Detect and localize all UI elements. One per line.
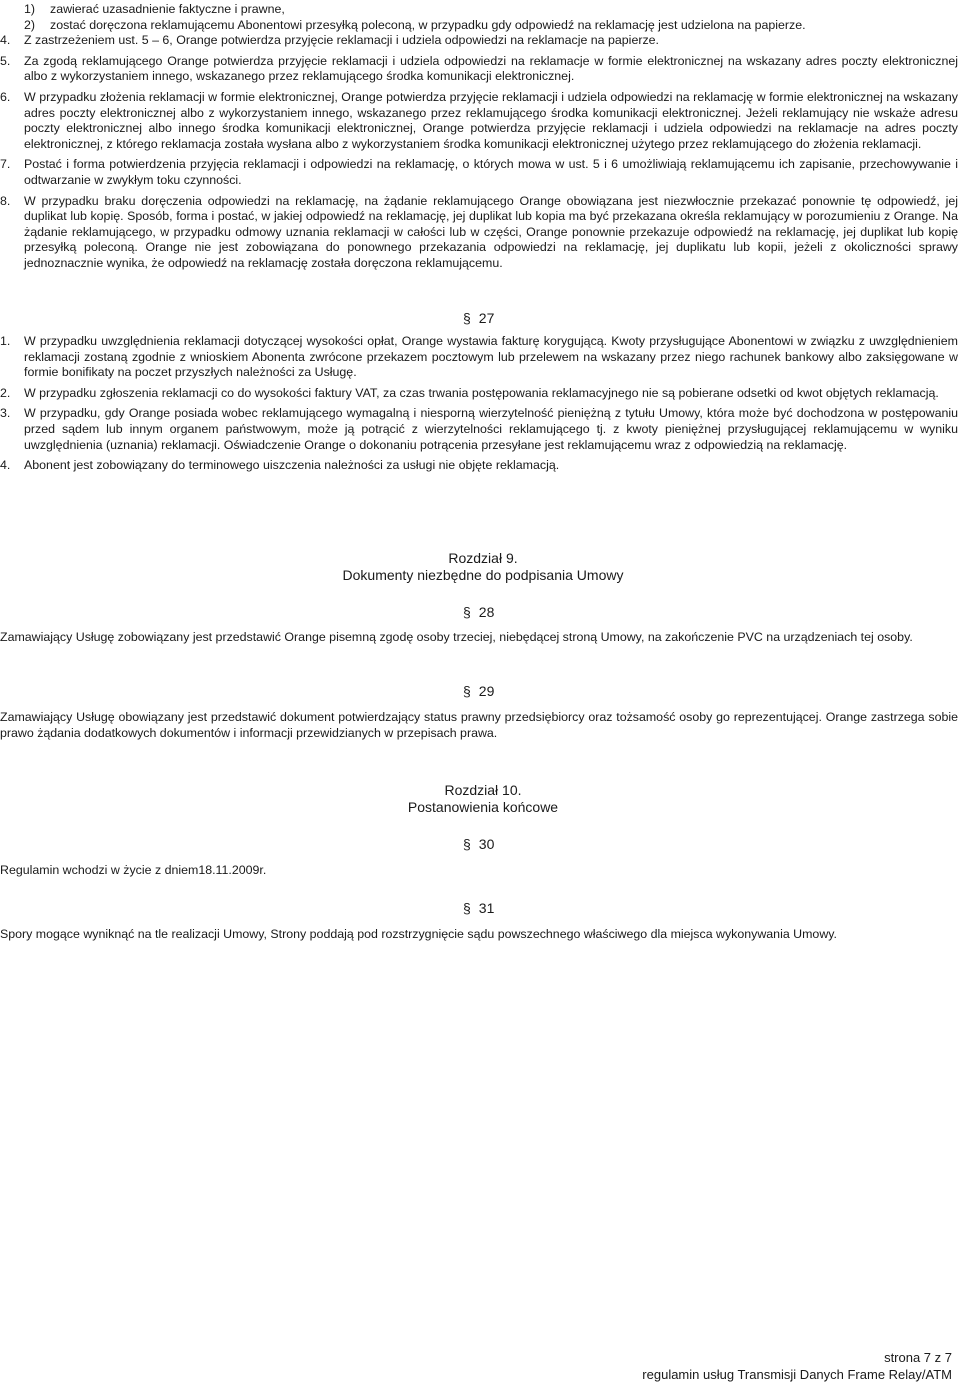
chapter-title: Dokumenty niezbędne do podpisania Umowy — [342, 567, 624, 583]
list-item-number: 6. — [0, 89, 11, 104]
section-number: 31 — [478, 900, 495, 916]
page-number: strona 7 z 7 — [884, 1350, 952, 1365]
section-29-text: Zamawiający Usługę obowiązany jest przedstawić dokument potwierdzający status prawny przedsiębiorcy oraz tożsamość osoby go reprezentującej. Orange zastrzega sobie prawo żądania dodatkowych dokumentów i informacji przewidzianych w przepisach prawa. — [0, 710, 958, 740]
sub-item-text: zawierać uzasadnienie faktyczne i prawne, — [50, 2, 285, 16]
list-item-7 — [0, 157, 958, 188]
section-number: 27 — [478, 310, 495, 326]
list-item-5 — [0, 54, 958, 85]
section-27-body — [0, 334, 958, 474]
section-mark-icon: § — [463, 683, 471, 699]
list-item-number: 4. — [0, 33, 11, 48]
document-title: regulamin usług Transmisji Danych Frame Relay/ATM — [642, 1367, 952, 1382]
section-31-text: Spory mogące wyniknąć na tle realizacji Umowy, Strony poddają pod rozstrzygnięcie sądu powszechnego właściwego dla miejsca wykonywania Umowy. — [0, 927, 837, 941]
page-footer — [642, 1349, 952, 1383]
section-30-text: Regulamin wchodzi w życie z dniem18.11.2009r. — [0, 863, 267, 877]
list-item-27-4 — [0, 458, 958, 474]
list-item-27-2 — [0, 386, 958, 402]
section-mark-icon: § — [463, 900, 471, 916]
section-mark-icon: § — [463, 604, 471, 620]
list-item-text: W przypadku uwzględnienia reklamacji dotyczącej wysokości opłat, Orange wystawia fakturę korygującą. Kwoty przysługujące Abonentowi w związku z uwzględnieniem reklamacji zostaną zgodnie z wnioskiem Abonenta zwrócone przekazem pocztowym lub przelewem na wskazany przez niego rachunek bankowy albo zaksięgowane w formie bonifikaty na poczet przyszłych należności za Usługę. — [24, 334, 958, 380]
complaint-response-block — [0, 2, 958, 272]
chapter-9-heading — [0, 550, 960, 584]
list-item-text: Abonent jest zobowiązany do terminowego uiszczenia należności za usługi nie objęte reklamacją. — [24, 458, 560, 473]
list-item-text: Z zastrzeżeniem ust. 5 – 6, Orange potwierdza przyjęcie reklamacji i udziela odpowiedzi na reklamacje na papierze. — [24, 33, 659, 48]
sub-item-text: zostać doręczona reklamującemu Abonentowi przesyłką poleconą, w przypadku gdy odpowiedź na reklamację jest udzielona na papierze. — [50, 17, 806, 32]
list-item-4 — [0, 33, 958, 49]
section-28-heading — [463, 604, 494, 620]
list-item-number: 1. — [0, 334, 11, 348]
sub-item-number: 1) — [24, 2, 36, 16]
list-item-6 — [0, 90, 958, 152]
list-item-number: 4. — [0, 458, 11, 473]
section-29-heading — [463, 683, 494, 699]
list-item-text: W przypadku złożenia reklamacji w formie elektronicznej, Orange potwierdza przyjęcie reklamacji i udziela odpowiedzi na reklamację w formie elektronicznej na wskazany adres poczty elektronicznej albo z wykorzystaniem innego, wskazanego przez reklamującego środka komunikacji elektronicznej. Jeżeli reklamujący nie wskaże adresu poczty elektronicznej albo innego środka komunikacji elektronicznej, Orange potwierdza przyjęcie reklamacji i udziela odpowiedzi na reklamacje na adres poczty elektronicznej, z którego reklamacja została wysłana albo z wykorzystaniem środka komunikacji elektronicznej użytego przez reklamującego do złożenia reklamacji. — [24, 89, 958, 151]
chapter-10-heading — [0, 782, 960, 816]
list-item-27-1 — [0, 334, 958, 381]
section-mark-icon: § — [463, 310, 471, 326]
section-mark-icon: § — [463, 836, 471, 852]
chapter-number: Rozdział 9. — [448, 550, 518, 566]
list-item-number: 7. — [0, 157, 11, 172]
section-number: 30 — [478, 836, 495, 852]
list-item-text: W przypadku, gdy Orange posiada wobec reklamującego wymagalną i niesporną wierzytelność pieniężną z tytułu Umowy, która może być dochodzona w postępowaniu przed sądem lub innym organem państwowym, może ją potrącić z wierzytelności reklamującego tj. z kwoty pieniężnej przysługującej reklamującemu w wyniku uwzględnienia (uznania) reklamacji. Oświadczenie Orange o dokonaniu potrącenia przesyłane jest reklamującemu wraz z odpowiedzią na reklamację. — [24, 406, 958, 452]
section-28-text: Zamawiający Usługę zobowiązany jest przedstawić Orange pisemną zgodę osoby trzeciej, niebędącej stroną Umowy, na zakończenie PVC na urządzeniach tej osoby. — [0, 630, 913, 644]
sub-item-1 — [0, 2, 958, 18]
section-number: 29 — [478, 683, 495, 699]
list-item-number: 8. — [0, 193, 11, 208]
section-30-heading — [463, 836, 494, 852]
chapter-title: Postanowienia końcowe — [407, 799, 559, 815]
list-item-8 — [0, 194, 958, 272]
list-item-text: Za zgodą reklamującego Orange potwierdza przyjęcie reklamacji i udziela odpowiedzi na reklamacje w formie elektronicznej na wskazany adres poczty elektronicznej albo z wykorzystaniem innego, wskazanego przez reklamującego środka komunikacji elektronicznej. — [24, 53, 958, 84]
list-item-number: 5. — [0, 53, 11, 68]
sub-item-number: 2) — [24, 17, 36, 32]
list-item-number: 2. — [0, 385, 11, 400]
sub-item-2 — [0, 18, 958, 34]
section-27-heading — [463, 310, 494, 326]
list-item-text: Postać i forma potwierdzenia przyjęcia reklamacji i odpowiedzi na reklamację, o których mowa w ust. 5 i 6 umożliwiają reklamującemu ich zapisanie, przechowywanie i odtwarzanie w zwykłym toku czynności. — [24, 157, 958, 187]
section-31-heading — [463, 900, 494, 916]
list-item-number: 3. — [0, 406, 11, 421]
list-item-text: W przypadku braku doręczenia odpowiedzi na reklamację, na żądanie reklamującego Orange obowiązana jest niezwłocznie przekazać ponownie tę odpowiedź, jej duplikat lub kopię. Sposób, forma i postać, w jakiej odpowiedź na reklamację, jej duplikat lub kopia ma być przekazana określa reklamujący w porozumieniu z Orange. Na żądanie reklamującego, w przypadku odmowy uznania reklamacji w całości lub w części, Orange ponownie przekazuje odpowiedź na reklamację, jej duplikat lub kopię przesyłką poleconą. Orange nie jest zobowiązana do ponownego przekazania odpowiedzi na reklamację, jej duplikatu lub kopii, jeżeli z okoliczności sprawy jednoznacznie wynika, że odpowiedź na reklamację została doręczona reklamującemu. — [24, 193, 958, 270]
chapter-number: Rozdział 10. — [444, 782, 522, 798]
list-item-27-3 — [0, 406, 958, 453]
section-number: 28 — [478, 604, 495, 620]
list-item-text: W przypadku zgłoszenia reklamacji co do wysokości faktury VAT, za czas trwania postępowania reklamacyjnego nie są pobierane odsetki od kwot objętych reklamacją. — [24, 385, 939, 400]
